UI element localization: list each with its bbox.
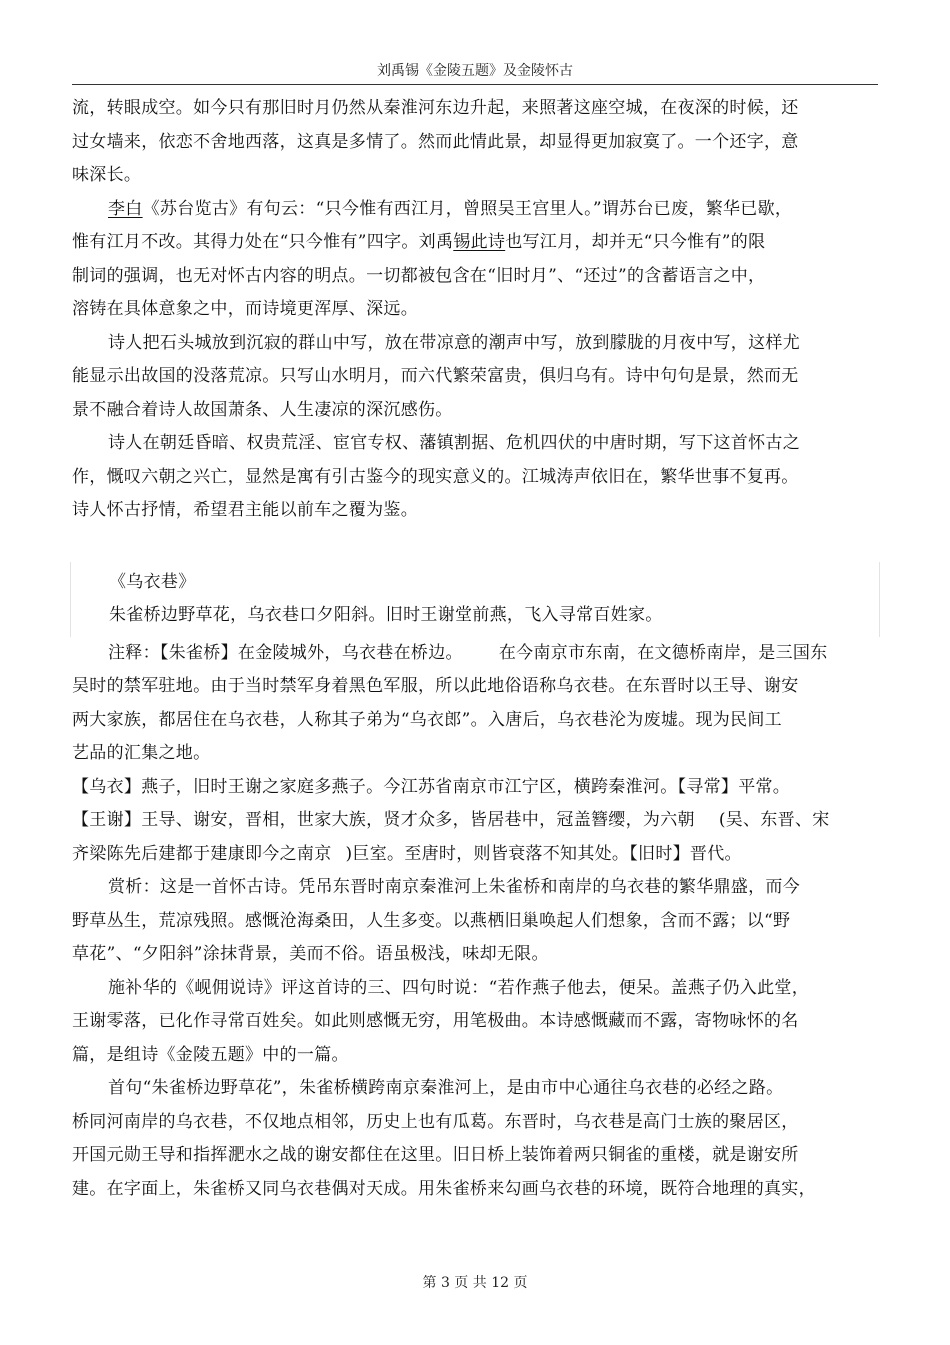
paragraph-appreciation — [72, 871, 878, 972]
text-line: 诗人怀古抒情，希望君主能以前车之覆为鉴。 — [72, 500, 418, 520]
paragraph-libai-comparison — [72, 193, 878, 327]
text-span: 齐梁陈先后建都于建康即今之南京 — [72, 843, 332, 864]
document-body — [72, 92, 878, 1206]
text-line — [72, 838, 878, 872]
text-line — [72, 637, 878, 671]
text-span: 也写江月，却并无“只今惟有”的限 — [505, 232, 766, 252]
poem-block — [70, 562, 880, 637]
text-line: 流，转眼成空。如今只有那旧时月仍然从秦淮河东边升起，来照著这座空城，在夜深的时候，还 — [72, 98, 799, 118]
paragraph-continued — [72, 92, 878, 193]
text-line: 建。在字面上，朱雀桥又同乌衣巷偶对天成。用朱雀桥来勾画乌衣巷的环境，既符合地理的真实， — [72, 1178, 816, 1199]
section-gap — [72, 528, 878, 562]
paragraph-stone-city — [72, 327, 878, 428]
text-line: 景不融合着诗人故国萧条、人生凄凉的深沉感伤。 — [72, 399, 453, 420]
text-line: 两大家族，都居住在乌衣巷，人称其子弟为“乌衣郎”。入唐后，乌衣巷沦为废墟。现为民间工 — [72, 709, 782, 730]
text-line: 过女墙来，依恋不舍地西落，这真是多情了。然而此情此景，却显得更加寂寞了。一个还字，意 — [72, 131, 799, 152]
text-line: 开国元勋王导和指挥淝水之战的谢安都住在这里。旧日桥上装饰着两只铜雀的重楼，就是谢安所 — [72, 1145, 799, 1165]
paragraph-historical-context — [72, 427, 878, 528]
text-line: 溶铸在具体意象之中，而诗境更浑厚、深远。 — [72, 299, 418, 319]
text-span: 在今南京市东南，在文德桥南岸，是三国东 — [498, 642, 828, 663]
text-span: 【王谢】王导、谢安，晋相，世家大族，贤才众多，皆居巷中，冠盖簪缨，为六朝 — [72, 810, 695, 830]
text-span: 注释：【朱雀桥】在金陵城外，乌衣巷在桥边。 — [108, 642, 463, 663]
libai-link[interactable]: 李白 — [108, 198, 143, 219]
text-line: 首句“朱雀桥边野草花”，朱雀桥横跨南京秦淮河上，是由市中心通往乌衣巷的必经之路。 — [108, 1078, 784, 1098]
text-span: 《苏台览古》有句云：“只今惟有西江月，曾照吴王宫里人。”谓苏台已废，繁华已歇， — [142, 198, 793, 219]
header-divider — [72, 84, 878, 85]
page-header-title: 刘禹锡《金陵五题》及金陵怀古 — [377, 63, 573, 79]
text-line: 草花”、“夕阳斜”涂抹背景，美而不俗。语虽极浅，味却无限。 — [72, 944, 549, 964]
text-line: 制词的强调，也无对怀古内容的明点。一切都被包含在“旧时月”、“还过”的含蓄语言之中， — [72, 265, 766, 286]
text-span: (吴、东晋、宋 — [718, 810, 830, 830]
text-line: 【乌衣】燕子，旧时王谢之家庭多燕子。今江苏省南京市江宁区，横跨秦淮河。【寻常】平常。 — [72, 776, 791, 797]
text-line — [72, 804, 878, 838]
xi-ci-shi-link[interactable]: 锡此诗 — [453, 232, 506, 252]
text-line — [72, 226, 878, 260]
text-line: 艺品的汇集之地。 — [72, 743, 211, 763]
text-line: 作，慨叹六朝之兴亡，显然是寓有引古鉴今的现实意义的。江城涛声依旧在，繁华世事不复再。 — [72, 466, 799, 487]
text-span: 惟有江月不改。其得力处在“只今惟有”四字。刘禹 — [72, 232, 454, 252]
text-line: 吴时的禁军驻地。由于当时禁军身着黑色军服，所以此地俗语称乌衣巷。在东晋时以王导、谢安 — [72, 676, 799, 696]
text-line: 桥同河南岸的乌衣巷，不仅地点相邻，历史上也有瓜葛。东晋时，乌衣巷是高门士族的聚居区， — [72, 1111, 799, 1132]
text-line: 味深长。 — [72, 165, 142, 185]
text-span: )巨室。至唐时，则皆衰落不知其处。【旧时】晋代。 — [345, 843, 742, 864]
annotations — [72, 637, 878, 872]
page-number: 第 3 页 共 12 页 — [422, 1275, 528, 1291]
text-line: 王谢零落，已化作寻常百姓矣。如此则感慨无穷，用笔极曲。本诗感慨藏而不露，寄物咏怀的名 — [72, 1011, 799, 1031]
text-line: 诗人把石头城放到沉寂的群山中写，放在带凉意的潮声中写，放到朦胧的月夜中写，这样尤 — [108, 332, 800, 353]
text-line: 野草丛生，荒凉残照。感慨沧海桑田，人生多变。以燕栖旧巢唤起人们想象，含而不露；以“野 — [72, 910, 791, 931]
text-line: 施补华的《岘佣说诗》评这首诗的三、四句时说：“若作燕子他去，便呆。盖燕子仍入此堂， — [108, 977, 809, 998]
paragraph-shi-buhua — [72, 972, 878, 1073]
text-line — [72, 193, 878, 227]
poem-title: 《乌衣巷》 — [109, 571, 196, 592]
text-line: 能显示出故国的没落荒凉。只写山水明月，而六代繁荣富贵，俱归乌有。诗中句句是景，然而无 — [72, 366, 799, 386]
text-line: 诗人在朝廷昏暗、权贵荒淫、宦官专权、藩镇割据、危机四伏的中唐时期，写下这首怀古之 — [108, 433, 800, 453]
text-line: 赏析：这是一首怀古诗。凭吊东晋时南京秦淮河上朱雀桥和南岸的乌衣巷的繁华鼎盛，而今 — [108, 877, 800, 897]
text-line: 篇，是组诗《金陵五题》中的一篇。 — [72, 1044, 349, 1065]
poem-text: 朱雀桥边野草花，乌衣巷口夕阳斜。旧时王谢堂前燕，飞入寻常百姓家。 — [109, 605, 663, 625]
paragraph-first-line — [72, 1072, 878, 1206]
